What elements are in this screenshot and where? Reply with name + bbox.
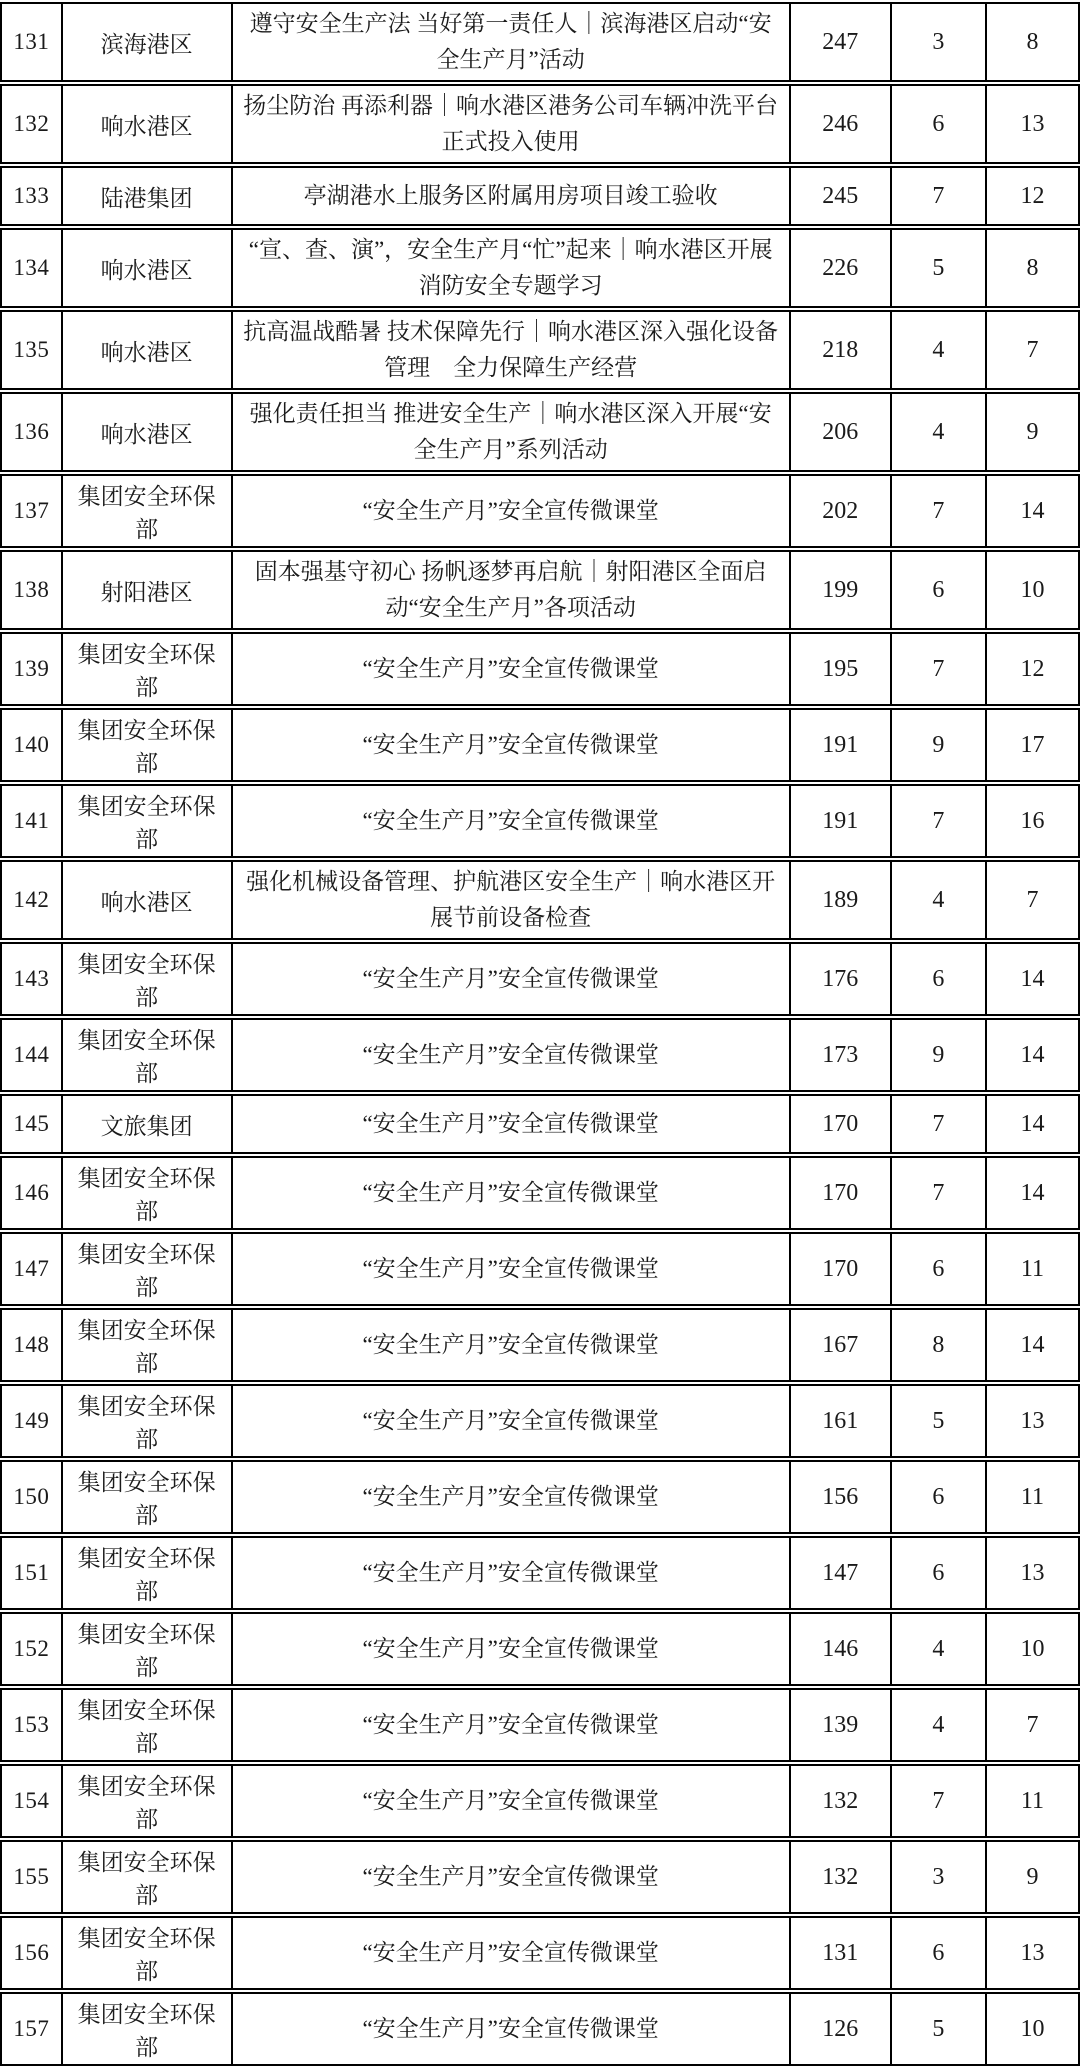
article-title-cell: “安全生产月”安全宣传微课堂 (233, 474, 791, 548)
table-row (0, 1612, 1080, 1686)
metric-2-cell: 7 (892, 1764, 987, 1838)
table-row (0, 708, 1080, 782)
department-cell: 集团安全环保部 (63, 1460, 233, 1534)
article-title-cell: “安全生产月”安全宣传微课堂 (233, 1916, 791, 1990)
table-row (0, 784, 1080, 858)
article-title-cell: “安全生产月”安全宣传微课堂 (233, 1156, 791, 1230)
table-row (0, 1018, 1080, 1092)
metric-2-cell: 7 (892, 1156, 987, 1230)
metric-1-cell: 167 (791, 1308, 892, 1382)
metric-3-cell: 14 (987, 942, 1080, 1016)
row-number-cell: 141 (0, 784, 63, 858)
row-number-cell: 142 (0, 860, 63, 940)
table-row (0, 1232, 1080, 1306)
row-number-cell: 146 (0, 1156, 63, 1230)
row-number-cell: 132 (0, 84, 63, 164)
article-title-cell: “安全生产月”安全宣传微课堂 (233, 1460, 791, 1534)
table-row (0, 1764, 1080, 1838)
department-cell: 集团安全环保部 (63, 1308, 233, 1382)
row-number-cell: 157 (0, 1992, 63, 2066)
department-cell: 集团安全环保部 (63, 1156, 233, 1230)
table-row (0, 1916, 1080, 1990)
metric-2-cell: 7 (892, 632, 987, 706)
table-row (0, 860, 1080, 940)
metric-1-cell: 173 (791, 1018, 892, 1092)
row-number-cell: 140 (0, 708, 63, 782)
metric-3-cell: 7 (987, 860, 1080, 940)
metric-3-cell: 14 (987, 1156, 1080, 1230)
row-number-cell: 145 (0, 1094, 63, 1154)
article-title-cell: 遵守安全生产法 当好第一责任人｜滨海港区启动“安全生产月”活动 (233, 2, 791, 82)
metric-1-cell: 246 (791, 84, 892, 164)
metric-2-cell: 4 (892, 860, 987, 940)
department-cell: 响水港区 (63, 310, 233, 390)
metric-2-cell: 7 (892, 784, 987, 858)
article-title-cell: “安全生产月”安全宣传微课堂 (233, 1308, 791, 1382)
department-cell: 响水港区 (63, 392, 233, 472)
metric-1-cell: 195 (791, 632, 892, 706)
row-number-cell: 148 (0, 1308, 63, 1382)
metric-3-cell: 11 (987, 1232, 1080, 1306)
metric-3-cell: 10 (987, 550, 1080, 630)
row-number-cell: 139 (0, 632, 63, 706)
row-number-cell: 134 (0, 228, 63, 308)
article-title-cell: 抗高温战酷暑 技术保障先行｜响水港区深入强化设备管理 全力保障生产经营 (233, 310, 791, 390)
metric-1-cell: 176 (791, 942, 892, 1016)
metric-3-cell: 17 (987, 708, 1080, 782)
article-title-cell: “安全生产月”安全宣传微课堂 (233, 1992, 791, 2066)
row-number-cell: 138 (0, 550, 63, 630)
table-row (0, 1536, 1080, 1610)
metric-3-cell: 11 (987, 1460, 1080, 1534)
metric-2-cell: 6 (892, 1916, 987, 1990)
row-number-cell: 147 (0, 1232, 63, 1306)
metric-3-cell: 14 (987, 1308, 1080, 1382)
metric-1-cell: 170 (791, 1094, 892, 1154)
metric-2-cell: 6 (892, 1460, 987, 1534)
metric-2-cell: 4 (892, 392, 987, 472)
article-title-cell: “安全生产月”安全宣传微课堂 (233, 1536, 791, 1610)
metric-2-cell: 7 (892, 474, 987, 548)
metric-1-cell: 126 (791, 1992, 892, 2066)
metric-1-cell: 189 (791, 860, 892, 940)
article-title-cell: “安全生产月”安全宣传微课堂 (233, 632, 791, 706)
article-title-cell: “安全生产月”安全宣传微课堂 (233, 1840, 791, 1914)
metric-1-cell: 245 (791, 166, 892, 226)
department-cell: 集团安全环保部 (63, 1612, 233, 1686)
article-title-cell: “安全生产月”安全宣传微课堂 (233, 1018, 791, 1092)
table-row (0, 392, 1080, 472)
table-row (0, 1094, 1080, 1154)
article-title-cell: “安全生产月”安全宣传微课堂 (233, 1688, 791, 1762)
department-cell: 集团安全环保部 (63, 784, 233, 858)
row-number-cell: 152 (0, 1612, 63, 1686)
table-row (0, 1156, 1080, 1230)
metric-2-cell: 3 (892, 2, 987, 82)
table-row (0, 2, 1080, 82)
department-cell: 集团安全环保部 (63, 1018, 233, 1092)
metric-2-cell: 4 (892, 1612, 987, 1686)
metric-3-cell: 8 (987, 228, 1080, 308)
row-number-cell: 149 (0, 1384, 63, 1458)
article-title-cell: 强化责任担当 推进安全生产｜响水港区深入开展“安全生产月”系列活动 (233, 392, 791, 472)
metric-2-cell: 5 (892, 1384, 987, 1458)
row-number-cell: 143 (0, 942, 63, 1016)
metric-2-cell: 6 (892, 84, 987, 164)
row-number-cell: 151 (0, 1536, 63, 1610)
row-number-cell: 154 (0, 1764, 63, 1838)
metric-3-cell: 14 (987, 1018, 1080, 1092)
metric-3-cell: 14 (987, 1094, 1080, 1154)
metric-1-cell: 131 (791, 1916, 892, 1990)
department-cell: 集团安全环保部 (63, 632, 233, 706)
metric-2-cell: 9 (892, 1018, 987, 1092)
row-number-cell: 135 (0, 310, 63, 390)
department-cell: 射阳港区 (63, 550, 233, 630)
metric-2-cell: 4 (892, 310, 987, 390)
department-cell: 集团安全环保部 (63, 1536, 233, 1610)
article-title-cell: 亭湖港水上服务区附属用房项目竣工验收 (233, 166, 791, 226)
table-row (0, 1840, 1080, 1914)
department-cell: 集团安全环保部 (63, 1992, 233, 2066)
department-cell: 集团安全环保部 (63, 1688, 233, 1762)
metric-2-cell: 6 (892, 1536, 987, 1610)
metric-3-cell: 13 (987, 1536, 1080, 1610)
row-number-cell: 150 (0, 1460, 63, 1534)
row-number-cell: 133 (0, 166, 63, 226)
metric-2-cell: 6 (892, 550, 987, 630)
metric-3-cell: 10 (987, 1992, 1080, 2066)
article-title-cell: “安全生产月”安全宣传微课堂 (233, 1232, 791, 1306)
metric-1-cell: 202 (791, 474, 892, 548)
department-cell: 集团安全环保部 (63, 474, 233, 548)
metric-1-cell: 132 (791, 1764, 892, 1838)
metric-1-cell: 191 (791, 708, 892, 782)
row-number-cell: 131 (0, 2, 63, 82)
table-row (0, 1992, 1080, 2066)
metric-3-cell: 8 (987, 2, 1080, 82)
table-row (0, 1308, 1080, 1382)
metric-1-cell: 170 (791, 1156, 892, 1230)
metric-2-cell: 3 (892, 1840, 987, 1914)
department-cell: 集团安全环保部 (63, 1232, 233, 1306)
department-cell: 滨海港区 (63, 2, 233, 82)
metric-3-cell: 14 (987, 474, 1080, 548)
metric-2-cell: 9 (892, 708, 987, 782)
metric-2-cell: 8 (892, 1308, 987, 1382)
article-title-cell: 扬尘防治 再添利器｜响水港区港务公司车辆冲洗平台正式投入使用 (233, 84, 791, 164)
article-title-cell: “安全生产月”安全宣传微课堂 (233, 1612, 791, 1686)
table-row (0, 632, 1080, 706)
department-cell: 响水港区 (63, 860, 233, 940)
metric-3-cell: 13 (987, 1384, 1080, 1458)
row-number-cell: 136 (0, 392, 63, 472)
metric-3-cell: 7 (987, 1688, 1080, 1762)
metric-1-cell: 132 (791, 1840, 892, 1914)
metric-1-cell: 247 (791, 2, 892, 82)
article-title-cell: 强化机械设备管理、护航港区安全生产｜响水港区开展节前设备检查 (233, 860, 791, 940)
metric-3-cell: 13 (987, 1916, 1080, 1990)
metric-3-cell: 7 (987, 310, 1080, 390)
department-cell: 文旅集团 (63, 1094, 233, 1154)
article-title-cell: “安全生产月”安全宣传微课堂 (233, 1384, 791, 1458)
metric-2-cell: 5 (892, 228, 987, 308)
metric-2-cell: 4 (892, 1688, 987, 1762)
article-title-cell: “安全生产月”安全宣传微课堂 (233, 1764, 791, 1838)
row-number-cell: 155 (0, 1840, 63, 1914)
department-cell: 集团安全环保部 (63, 1840, 233, 1914)
metric-2-cell: 6 (892, 1232, 987, 1306)
article-title-cell: 固本强基守初心 扬帆逐梦再启航｜射阳港区全面启动“安全生产月”各项活动 (233, 550, 791, 630)
table-row (0, 84, 1080, 164)
metric-3-cell: 13 (987, 84, 1080, 164)
department-cell: 陆港集团 (63, 166, 233, 226)
metric-1-cell: 161 (791, 1384, 892, 1458)
department-cell: 集团安全环保部 (63, 708, 233, 782)
metric-2-cell: 7 (892, 166, 987, 226)
article-title-cell: “安全生产月”安全宣传微课堂 (233, 1094, 791, 1154)
table-row (0, 1384, 1080, 1458)
metric-2-cell: 5 (892, 1992, 987, 2066)
metric-1-cell: 156 (791, 1460, 892, 1534)
article-title-cell: “宣、查、演”，安全生产月“忙”起来｜响水港区开展消防安全专题学习 (233, 228, 791, 308)
department-cell: 集团安全环保部 (63, 1764, 233, 1838)
table-row (0, 550, 1080, 630)
metric-2-cell: 7 (892, 1094, 987, 1154)
article-title-cell: “安全生产月”安全宣传微课堂 (233, 784, 791, 858)
department-cell: 响水港区 (63, 228, 233, 308)
row-number-cell: 156 (0, 1916, 63, 1990)
table-row (0, 310, 1080, 390)
department-cell: 集团安全环保部 (63, 1916, 233, 1990)
metric-1-cell: 191 (791, 784, 892, 858)
metric-1-cell: 218 (791, 310, 892, 390)
table-row (0, 1688, 1080, 1762)
department-cell: 集团安全环保部 (63, 1384, 233, 1458)
table-row (0, 942, 1080, 1016)
department-cell: 集团安全环保部 (63, 942, 233, 1016)
metric-1-cell: 139 (791, 1688, 892, 1762)
metric-3-cell: 16 (987, 784, 1080, 858)
department-cell: 响水港区 (63, 84, 233, 164)
table-row (0, 166, 1080, 226)
metric-1-cell: 170 (791, 1232, 892, 1306)
row-number-cell: 153 (0, 1688, 63, 1762)
metric-3-cell: 9 (987, 1840, 1080, 1914)
row-number-cell: 144 (0, 1018, 63, 1092)
metric-1-cell: 226 (791, 228, 892, 308)
metric-1-cell: 146 (791, 1612, 892, 1686)
article-title-cell: “安全生产月”安全宣传微课堂 (233, 708, 791, 782)
metric-1-cell: 199 (791, 550, 892, 630)
metric-3-cell: 12 (987, 632, 1080, 706)
table-row (0, 474, 1080, 548)
metric-2-cell: 6 (892, 942, 987, 1016)
metric-1-cell: 206 (791, 392, 892, 472)
metric-1-cell: 147 (791, 1536, 892, 1610)
metric-3-cell: 11 (987, 1764, 1080, 1838)
row-number-cell: 137 (0, 474, 63, 548)
metric-3-cell: 10 (987, 1612, 1080, 1686)
article-title-cell: “安全生产月”安全宣传微课堂 (233, 942, 791, 1016)
table-row (0, 1460, 1080, 1534)
table-row (0, 228, 1080, 308)
metric-3-cell: 9 (987, 392, 1080, 472)
metric-3-cell: 12 (987, 166, 1080, 226)
